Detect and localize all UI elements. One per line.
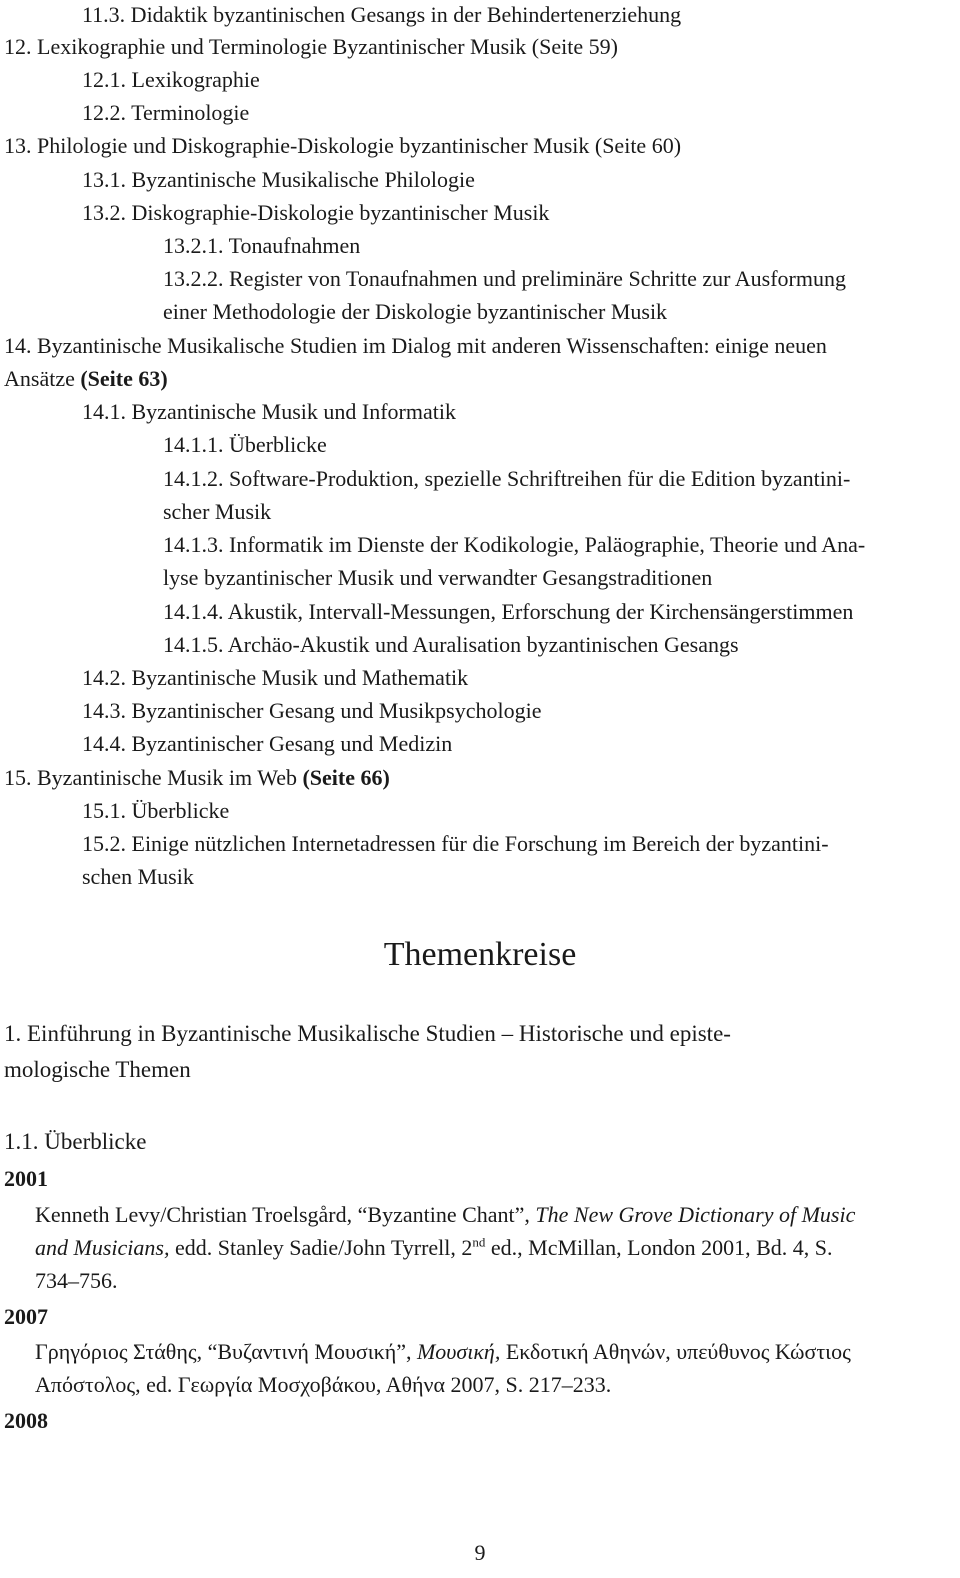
entry-2007-author: Γρηγόριος Στάθης, “Βυζαντινή Μουσική”,: [35, 1339, 412, 1364]
year-2007: 2007: [4, 1304, 48, 1329]
toc-entry-13: 13. Philologie und Diskographie-Diskologie byzantinischer Musik (Seite 60): [4, 133, 682, 158]
toc-entry-14-page: (Seite 63): [80, 366, 168, 391]
toc-entry-13-2-2: 13.2.2. Register von Tonaufnahmen und preliminäre Schritte zur Ausformung: [163, 266, 846, 291]
entry-2007-line2: Απόστολος, ed. Γεωργία Μοσχοβάκου, Αθήνα 2007, S. 217–233.: [35, 1372, 612, 1397]
toc-entry-14-1-1: 14.1.1. Überblicke: [163, 432, 327, 457]
entry-2007-line1: [35, 1337, 851, 1367]
entry-2001-sup: nd: [472, 1234, 486, 1250]
toc-entry-14-1: 14.1. Byzantinische Musik und Informatik: [82, 399, 456, 424]
toc-entry-13-1: 13.1. Byzantinische Musikalische Philologie: [82, 167, 475, 192]
toc-entry-14-1-4: 14.1.4. Akustik, Intervall-Messungen, Erforschung der Kirchensängerstimmen: [163, 599, 854, 624]
toc-entry-14-1-5: 14.1.5. Archäo-Akustik und Auralisation byzantinischen Gesangs: [163, 632, 739, 657]
entry-2001-authors: Kenneth Levy/Christian Troelsgård, “Byzantine Chant”,: [35, 1202, 530, 1227]
entry-2001-line2: [35, 1233, 833, 1263]
toc-entry-15-text: 15. Byzantinische Musik im Web: [4, 765, 297, 790]
toc-entry-15-page: (Seite 66): [302, 765, 390, 790]
toc-entry-14: 14. Byzantinische Musikalische Studien im Dialog mit anderen Wissenschaften: einige neuen: [4, 333, 827, 358]
toc-entry-12-2: 12.2. Terminologie: [82, 100, 250, 125]
toc-entry-15-1: 15.1. Überblicke: [82, 798, 230, 823]
toc-entry-14-cont-text: Ansätze: [4, 366, 75, 391]
entry-2001-work-title-cont: and Musicians,: [35, 1235, 170, 1260]
toc-entry-14-1-3-cont: lyse byzantinischer Musik und verwandter Gesangstraditionen: [163, 565, 713, 590]
section-1-title: 1. Einführung in Byzantinische Musikalische Studien – Historische und episte-: [4, 1021, 731, 1046]
toc-entry-14-cont: [4, 364, 168, 394]
entry-2001-pages: 734–756.: [35, 1268, 118, 1293]
toc-entry-12-1: 12.1. Lexikographie: [82, 67, 260, 92]
year-2001: 2001: [4, 1166, 48, 1191]
toc-entry-14-3: 14.3. Byzantinischer Gesang und Musikpsychologie: [82, 698, 542, 723]
toc-entry-15: [4, 763, 390, 793]
page-number: 9: [474, 1540, 486, 1565]
section-1-1-title: 1.1. Überblicke: [4, 1129, 147, 1154]
toc-entry-14-4: 14.4. Byzantinischer Gesang und Medizin: [82, 731, 453, 756]
toc-entry-13-2: 13.2. Diskographie-Diskologie byzantinischer Musik: [82, 200, 550, 225]
entry-2001-editors: edd. Stanley Sadie/John Tyrrell, 2: [174, 1235, 473, 1260]
toc-entry-12: 12. Lexikographie und Terminologie Byzantinischer Musik (Seite 59): [4, 34, 618, 59]
entry-2001-line1: [35, 1200, 855, 1230]
toc-entry-14-2: 14.2. Byzantinische Musik und Mathematik: [82, 665, 469, 690]
toc-entry-15-2-cont: schen Musik: [82, 864, 194, 889]
toc-entry-15-2: 15.2. Einige nützlichen Internetadressen für die Forschung im Bereich der byzantini-: [82, 831, 829, 856]
section-1-title-cont: mologische Themen: [4, 1057, 191, 1082]
entry-2007-publisher: Εκδοτική Αθηνών, υπεύθυνος Κώστιος: [505, 1339, 851, 1364]
toc-entry-14-1-2-cont: scher Musik: [163, 499, 272, 524]
toc-entry-11-3: 11.3. Didaktik byzantinischen Gesangs in der Behindertenerziehung: [82, 2, 682, 27]
page-heading: Themenkreise: [383, 936, 577, 973]
toc-entry-13-2-2-cont: einer Methodologie der Diskologie byzantinischer Musik: [163, 299, 668, 324]
entry-2001-publisher: ed., McMillan, London 2001, Bd. 4, S.: [490, 1235, 833, 1260]
entry-2007-work-title: Μουσική,: [416, 1339, 501, 1364]
toc-entry-14-1-2: 14.1.2. Software-Produktion, spezielle Schriftreihen für die Edition byzantini-: [163, 466, 851, 491]
entry-2001-work-title: The New Grove Dictionary of Music: [535, 1202, 856, 1227]
toc-entry-13-2-1: 13.2.1. Tonaufnahmen: [163, 233, 361, 258]
toc-entry-14-1-3: 14.1.3. Informatik im Dienste der Kodikologie, Paläographie, Theorie und Ana-: [163, 532, 866, 557]
year-2008: 2008: [4, 1408, 48, 1433]
